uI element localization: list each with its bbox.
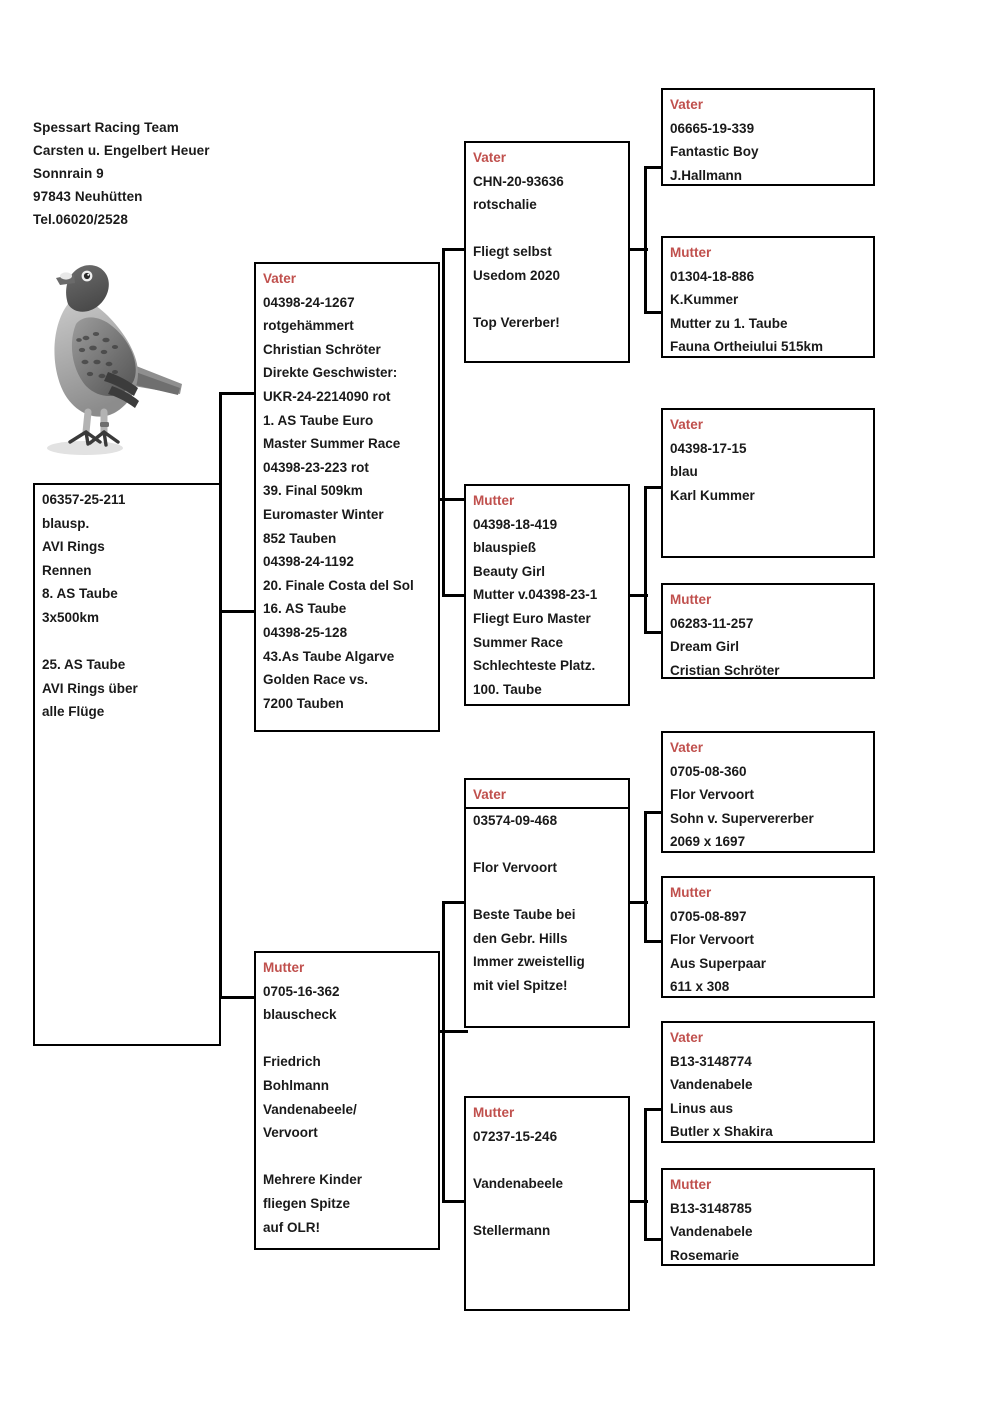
great-line: 0705-08-897 — [670, 908, 747, 924]
sire-line: Direkte Geschwister: — [263, 365, 398, 381]
great-line: Linus aus — [670, 1100, 734, 1116]
great-line: K.Kummer — [670, 292, 739, 308]
dam-line: Mehrere Kinder — [263, 1172, 363, 1188]
sire-dam-line: blauspieß — [473, 540, 537, 556]
great-line: Sohn v. Supervererber — [670, 810, 814, 826]
sire-line: 43.As Taube Algarve — [263, 648, 395, 664]
role-label-vater: Vater — [263, 271, 297, 286]
dam-dam-line: Stellermann — [473, 1222, 551, 1238]
great-line: 01304-18-886 — [670, 268, 755, 284]
sire-line: 04398-25-128 — [263, 624, 348, 640]
great-line: Flor Vervoort — [670, 787, 755, 803]
sire-dam-box[interactable] — [464, 484, 630, 706]
connector — [220, 610, 256, 613]
sire-line: 16. AS Taube — [263, 601, 347, 617]
dam-line: Vervoort — [263, 1125, 318, 1141]
great-line: 04398-17-15 — [670, 440, 747, 456]
loft-line: Tel.06020/2528 — [33, 212, 128, 227]
connector — [438, 1030, 468, 1033]
spacer — [473, 879, 621, 903]
connector — [644, 1109, 647, 1239]
great-line: 2069 x 1697 — [670, 834, 746, 850]
subject-line: alle Flüge — [42, 704, 105, 720]
dam-line: Friedrich — [263, 1054, 321, 1070]
great-line: blau — [670, 464, 698, 480]
dam-line: auf OLR! — [263, 1219, 320, 1235]
sire-dam-line: Beauty Girl — [473, 563, 546, 579]
role-label-vater: Vater — [670, 740, 704, 755]
connector — [442, 902, 445, 1202]
dam-sire-line: den Gebr. Hills — [473, 930, 568, 946]
subject-line: 8. AS Taube — [42, 586, 118, 602]
great-dd-sire-box[interactable] — [661, 1021, 875, 1143]
spacer — [42, 630, 212, 654]
great-line: B13-3148785 — [670, 1200, 752, 1216]
great-line: Dream Girl — [670, 639, 740, 655]
sire-sire-line: rotschalie — [473, 197, 537, 213]
sire-line: 04398-24-1192 — [263, 554, 354, 570]
role-label-mutter: Mutter — [263, 960, 305, 975]
sire-dam-line: Mutter v.04398-23-1 — [473, 587, 598, 603]
dam-line: Vandenabeele/ — [263, 1101, 357, 1117]
dam-sire-line: mit viel Spitze! — [473, 977, 568, 993]
great-line: Butler x Shakira — [670, 1124, 773, 1140]
role-label-mutter: Mutter — [473, 1105, 515, 1120]
spacer — [263, 1145, 431, 1169]
loft-line: 97843 Neuhütten — [33, 189, 143, 204]
dam-sire-line: Flor Vervoort — [473, 859, 558, 875]
subject-line: AVI Rings über — [42, 680, 138, 696]
role-label-mutter: Mutter — [670, 592, 712, 607]
role-label-mutter: Mutter — [473, 493, 515, 508]
connector — [628, 901, 648, 904]
great-sd-sire-box[interactable] — [661, 408, 875, 558]
sire-line: 04398-24-1267 — [263, 294, 355, 310]
connector — [628, 1200, 648, 1203]
role-label-vater: Vater — [670, 417, 704, 432]
great-line: Rosemarie — [670, 1247, 740, 1263]
great-line: Mutter zu 1. Taube — [670, 315, 788, 331]
great-line: 06665-19-339 — [670, 120, 755, 136]
sire-line: 04398-23-223 rot — [263, 459, 369, 475]
great-line: Cristian Schröter — [670, 662, 780, 678]
pigeon-illustration — [30, 252, 208, 464]
great-ss-sire-box[interactable] — [661, 88, 875, 186]
great-sd-dam-box[interactable] — [661, 583, 875, 679]
sire-line: 20. Finale Costa del Sol — [263, 577, 414, 593]
sire-line: rotgehämmert — [263, 318, 354, 334]
subject-line: 06357-25-211 — [42, 492, 126, 507]
spacer — [473, 1195, 621, 1219]
role-label-mutter: Mutter — [670, 1177, 712, 1192]
subject-line: 25. AS Taube — [42, 657, 126, 673]
dam-line: Bohlmann — [263, 1077, 329, 1093]
sire-box[interactable] — [254, 262, 440, 732]
dam-sire-box[interactable] — [464, 778, 630, 1028]
loft-line: Sonnrain 9 — [33, 166, 104, 181]
great-ds-sire-box[interactable] — [661, 731, 875, 853]
sire-line: Euromaster Winter — [263, 506, 384, 522]
subject-line: Rennen — [42, 562, 92, 578]
dam-dam-line: 07237-15-246 — [473, 1128, 558, 1144]
role-label-vater: Vater — [670, 1030, 704, 1045]
dam-line: blauscheck — [263, 1007, 337, 1023]
pigeon-photo — [30, 252, 208, 464]
spacer — [473, 217, 621, 241]
great-line: Flor Vervoort — [670, 932, 755, 948]
dam-box[interactable] — [254, 951, 440, 1250]
dam-sire-line: 03574-09-468 — [473, 812, 558, 828]
sire-dam-line: Summer Race — [473, 634, 564, 650]
great-ss-dam-box[interactable] — [661, 236, 875, 358]
sire-line: Master Summer Race — [263, 436, 401, 452]
sire-line: Golden Race vs. — [263, 672, 369, 688]
sire-dam-line: 100. Taube — [473, 681, 542, 697]
connector — [219, 392, 256, 395]
great-line: 06283-11-257 — [670, 615, 754, 631]
connector — [644, 812, 647, 942]
great-dd-dam-box[interactable] — [661, 1168, 875, 1266]
great-line: Vandenabele — [670, 1224, 753, 1240]
subject-line: blausp. — [42, 515, 90, 531]
sire-dam-line: Schlechteste Platz. — [473, 658, 596, 674]
subject-box[interactable] — [33, 483, 221, 1046]
subject-line: AVI Rings — [42, 539, 105, 555]
sire-line: Christian Schröter — [263, 341, 381, 357]
dam-line: 0705-16-362 — [263, 983, 340, 999]
great-line: Aus Superpaar — [670, 955, 767, 971]
connector — [219, 996, 256, 999]
dam-dam-line: Vandenabeele — [473, 1175, 564, 1191]
sire-sire-line: CHN-20-93636 — [473, 173, 564, 189]
sire-sire-line: Fliegt selbst — [473, 244, 552, 260]
sire-line: UKR-24-2214090 rot — [263, 388, 391, 404]
dam-line: fliegen Spitze — [263, 1195, 351, 1211]
loft-line: Carsten u. Engelbert Heuer — [33, 143, 210, 158]
great-line: Fantastic Boy — [670, 144, 759, 160]
role-label-mutter: Mutter — [670, 245, 712, 260]
connector — [644, 487, 647, 633]
spacer — [473, 1148, 621, 1172]
loft-contact-block — [33, 116, 293, 231]
dam-sire-line: Immer zweistellig — [473, 954, 585, 970]
sire-line: 1. AS Taube Euro — [263, 412, 374, 428]
connector — [442, 249, 445, 596]
great-line: J.Hallmann — [670, 167, 743, 183]
connector — [628, 594, 648, 597]
spacer — [473, 288, 621, 312]
great-line: Fauna Ortheiului 515km — [670, 339, 824, 355]
sire-line: 7200 Tauben — [263, 695, 344, 711]
sire-dam-line: 04398-18-419 — [473, 516, 558, 532]
great-line: Karl Kummer — [670, 487, 755, 503]
great-line: Vandenabele — [670, 1077, 753, 1093]
sire-dam-line: Fliegt Euro Master — [473, 610, 591, 626]
sire-sire-box[interactable] — [464, 141, 630, 363]
sire-line: 39. Final 509km — [263, 483, 363, 499]
great-line: B13-3148774 — [670, 1053, 752, 1069]
connector — [628, 248, 648, 251]
role-label-mutter: Mutter — [670, 885, 712, 900]
role-label-vater: Vater — [466, 780, 628, 809]
role-label-vater: Vater — [473, 150, 507, 165]
sire-sire-line: Usedom 2020 — [473, 267, 561, 283]
great-ds-dam-box[interactable] — [661, 876, 875, 998]
great-line: 611 x 308 — [670, 979, 730, 995]
dam-sire-line: Beste Taube bei — [473, 906, 576, 922]
subject-line: 3x500km — [42, 609, 100, 625]
loft-line: Spessart Racing Team — [33, 120, 179, 135]
dam-dam-box[interactable] — [464, 1096, 630, 1311]
spacer — [473, 832, 621, 856]
role-label-vater: Vater — [670, 97, 704, 112]
sire-line: 852 Tauben — [263, 530, 337, 546]
connector — [644, 167, 647, 313]
great-line: 0705-08-360 — [670, 763, 747, 779]
spacer — [263, 1027, 431, 1051]
sire-sire-line: Top Vererber! — [473, 315, 560, 331]
